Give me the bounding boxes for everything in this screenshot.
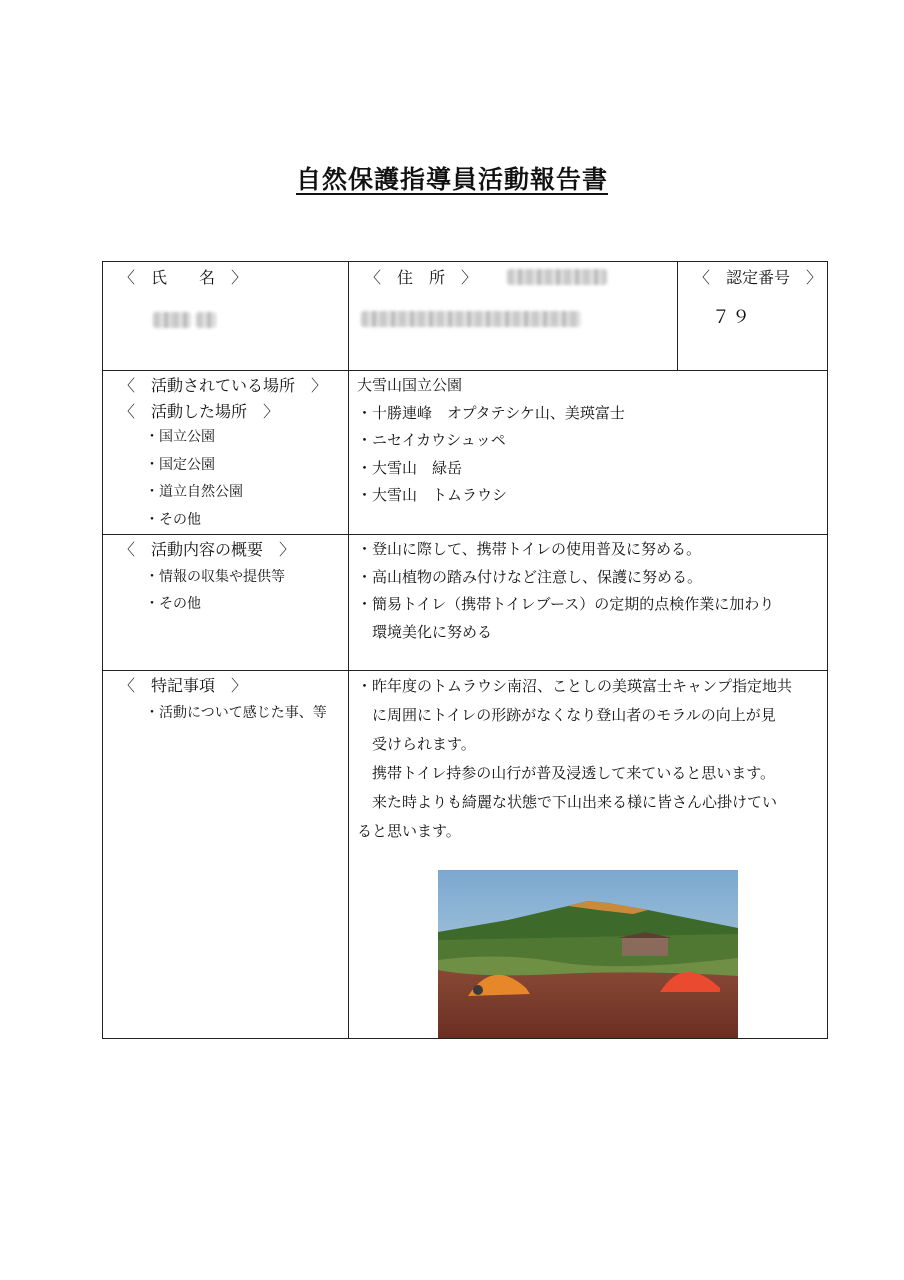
notes-entry: 携帯トイレ持参の山行が普及浸透して来ていると思います。 <box>357 764 776 782</box>
places-entry: ・大雪山 緑岳 <box>357 458 463 477</box>
places-label-active: 〈 活動されている場所 〉 <box>119 376 328 395</box>
notes-label: 〈 特記事項 〉 <box>119 676 248 695</box>
places-entry: ・ニセイカウシュッペ <box>357 431 506 449</box>
places-option: ・道立自然公園 <box>145 484 243 500</box>
places-option: ・国立公園 <box>145 429 215 445</box>
header-row <box>103 262 828 371</box>
campsite-photo <box>438 870 738 1038</box>
summary-option: ・その他 <box>145 596 201 612</box>
photo-person <box>473 985 483 995</box>
address-label: 〈 住 所 〉 <box>365 268 478 287</box>
summary-content-cell <box>349 535 828 671</box>
postal-code-redacted <box>507 269 607 285</box>
notes-entry: 来た時よりも綺麗な状態で下山出来る様に皆さん心掛けてい <box>357 793 778 811</box>
notes-entry: ・昨年度のトムラウシ南沼、ことしの美瑛富士キャンプ指定地共 <box>357 677 793 695</box>
places-entry: 大雪山国立公園 <box>357 376 463 394</box>
notes-content-cell <box>349 671 828 1039</box>
notes-entry: ると思います。 <box>357 822 461 840</box>
summary-option: ・情報の収集や提供等 <box>145 568 285 585</box>
notes-entry: に周囲にトイレの形跡がなくなり登山者のモラルの向上が見 <box>357 706 776 724</box>
places-content-cell <box>349 371 828 535</box>
cert-cell <box>678 262 828 371</box>
address-redacted <box>349 288 677 331</box>
places-option: ・その他 <box>145 511 201 528</box>
cert-label: 〈 認定番号 〉 <box>694 268 823 287</box>
notes-option: ・活動について感じた事、等 <box>145 704 327 721</box>
photo-hut <box>622 937 668 956</box>
places-label-done: 〈 活動した場所 〉 <box>119 401 280 421</box>
cert-number: ７９ <box>712 307 752 328</box>
report-table <box>102 261 828 1039</box>
summary-entry: 環境美化に努める <box>357 622 493 641</box>
places-entry: ・十勝連峰 オプタテシケ山、美瑛富士 <box>357 403 625 422</box>
summary-entry: ・簡易トイレ（携帯トイレブース）の定期的点検作業に加わり <box>357 595 775 613</box>
name-redacted <box>103 288 348 332</box>
notes-row <box>103 671 828 1039</box>
name-label: 〈 氏 名 〉 <box>119 268 248 287</box>
places-entry: ・大雪山 トムラウシ <box>357 486 508 504</box>
summary-row <box>103 535 828 671</box>
summary-label: 〈 活動内容の概要 〉 <box>119 540 296 559</box>
name-cell <box>103 262 349 371</box>
notes-entry: 受けられます。 <box>357 735 476 753</box>
places-option: ・国定公園 <box>145 456 215 473</box>
places-label-cell <box>103 371 349 535</box>
document-title: 自然保護指導員活動報告書 <box>295 165 608 194</box>
address-cell <box>349 262 678 371</box>
notes-label-cell <box>103 671 349 1039</box>
places-row <box>103 371 828 535</box>
summary-entry: ・登山に際して、携帯トイレの使用普及に努める。 <box>357 540 701 558</box>
summary-label-cell <box>103 535 349 671</box>
summary-entry: ・高山植物の踏み付けなど注意し、保護に努める。 <box>357 567 703 586</box>
